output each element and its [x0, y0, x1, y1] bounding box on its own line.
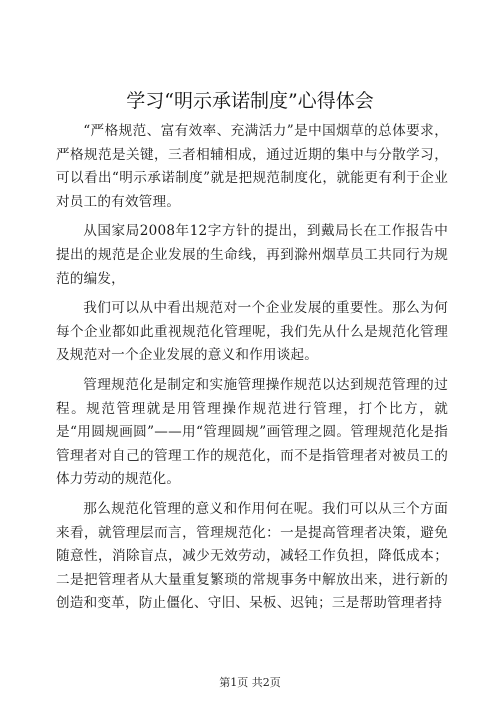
paragraph-5: 那么规范化管理的意义和作用何在呢。我们可以从三个方面来看，就管理层而言，管理规范化：一是提高管理者决策，避免随意性，消除盲点，减少无效劳动，减轻工作负担，降低成本；二是把管理者从大量重复繁琐的常规事务中解放出来，进行新的创造和变革，防止僵化、守旧、呆板、迟钝；三是帮助管理者持 [56, 500, 448, 612]
page-number-footer: 第1页 共2页 [219, 676, 281, 689]
document-body [56, 120, 448, 622]
paragraph-1: “严格规范、富有效率、充满活力”是中国烟草的总体要求，严格规范是关键，三者相辅相成，通过近期的集中与分散学习，可以看出“明示承诺制度”就是把规范制度化，就能更有利于企业对员工的有效管理。 [56, 123, 448, 210]
paragraph-3: 我们可以从中看出规范对一个企业发展的重要性。那么为何每个企业都如此重视规范化管理呢，我们先从什么是规范化管理及规范对一个企业发展的意义和作用谈起。 [56, 300, 448, 364]
document-title: 学习“明示承诺制度”心得体会 [126, 90, 374, 112]
paragraph-2: 从国家局2008年12字方针的提出，到戴局长在工作报告中提出的规范是企业发展的生命线，再到滁州烟草员工共同行为规范的编发， [56, 223, 448, 287]
paragraph-4: 管理规范化是制定和实施管理操作规范以达到规范管理的过程。规范管理就是用管理操作规范进行管理，打个比方，就是“用圆规画圆”——用“管理圆规”画管理之圆。管理规范化是指管理者对自己的管理工作的规范化，而不是指管理者对被员工的体力劳动的规范化。 [56, 376, 448, 488]
